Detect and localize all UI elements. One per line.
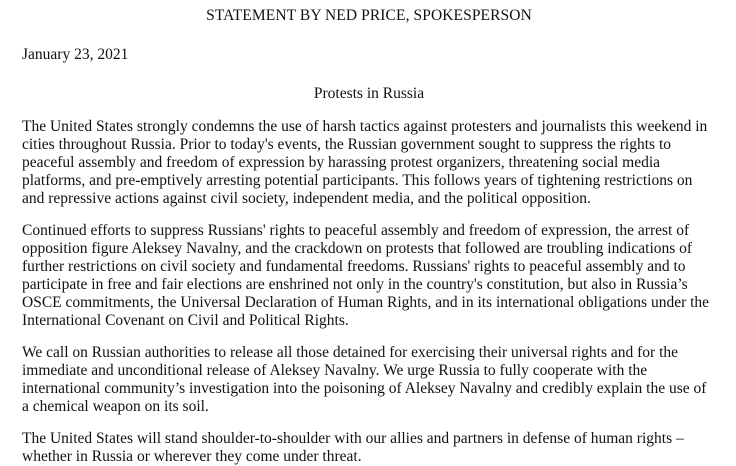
paragraph-restrictions: Continued efforts to suppress Russians' rights to peaceful assembly and freedom of expression, the arrest of opposition figure Aleksey Navalny, and the crackdown on protests that followed are troubling indications of further restrictions on civil society and fundamental freedoms. Russians' rights to peaceful assembly and to participate in free and fair elections are enshrined not only in the country's constitution, but also in Russia’s OSCE commitments, the Universal Declaration of Human Rights, and in its international obligations under the International Covenant on Civil and Political Rights. xyxy=(22,222,710,329)
statement-date: January 23, 2021 xyxy=(22,46,129,63)
statement-title: Protests in Russia xyxy=(313,85,425,102)
paragraph-solidarity: The United States will stand shoulder-to-shoulder with our allies and partners in defense of human rights – whether in Russia or wherever they come under threat. xyxy=(22,430,684,465)
paragraph-call-to-release: We call on Russian authorities to release all those detained for exercising their universal rights and for the immediate and unconditional release of Aleksey Navalny. We urge Russia to fully cooperate with the international community’s investigation into the poisoning of Aleksey Navalny and credibly explain the use of a chemical weapon on its soil. xyxy=(22,344,707,415)
press-statement xyxy=(22,6,716,466)
statement-heading: STATEMENT BY NED PRICE, SPOKESPERSON xyxy=(206,7,532,24)
paragraph-condemnation: The United States strongly condemns the use of harsh tactics against protesters and journalists this weekend in cities throughout Russia. Prior to today's events, the Russian government sought to suppress the rights to peaceful assembly and freedom of expression by harassing protest organizers, threatening social media platforms, and pre-emptively arresting potential participants. This follows years of tightening restrictions on and repressive actions against civil society, independent media, and the political opposition. xyxy=(22,118,708,207)
